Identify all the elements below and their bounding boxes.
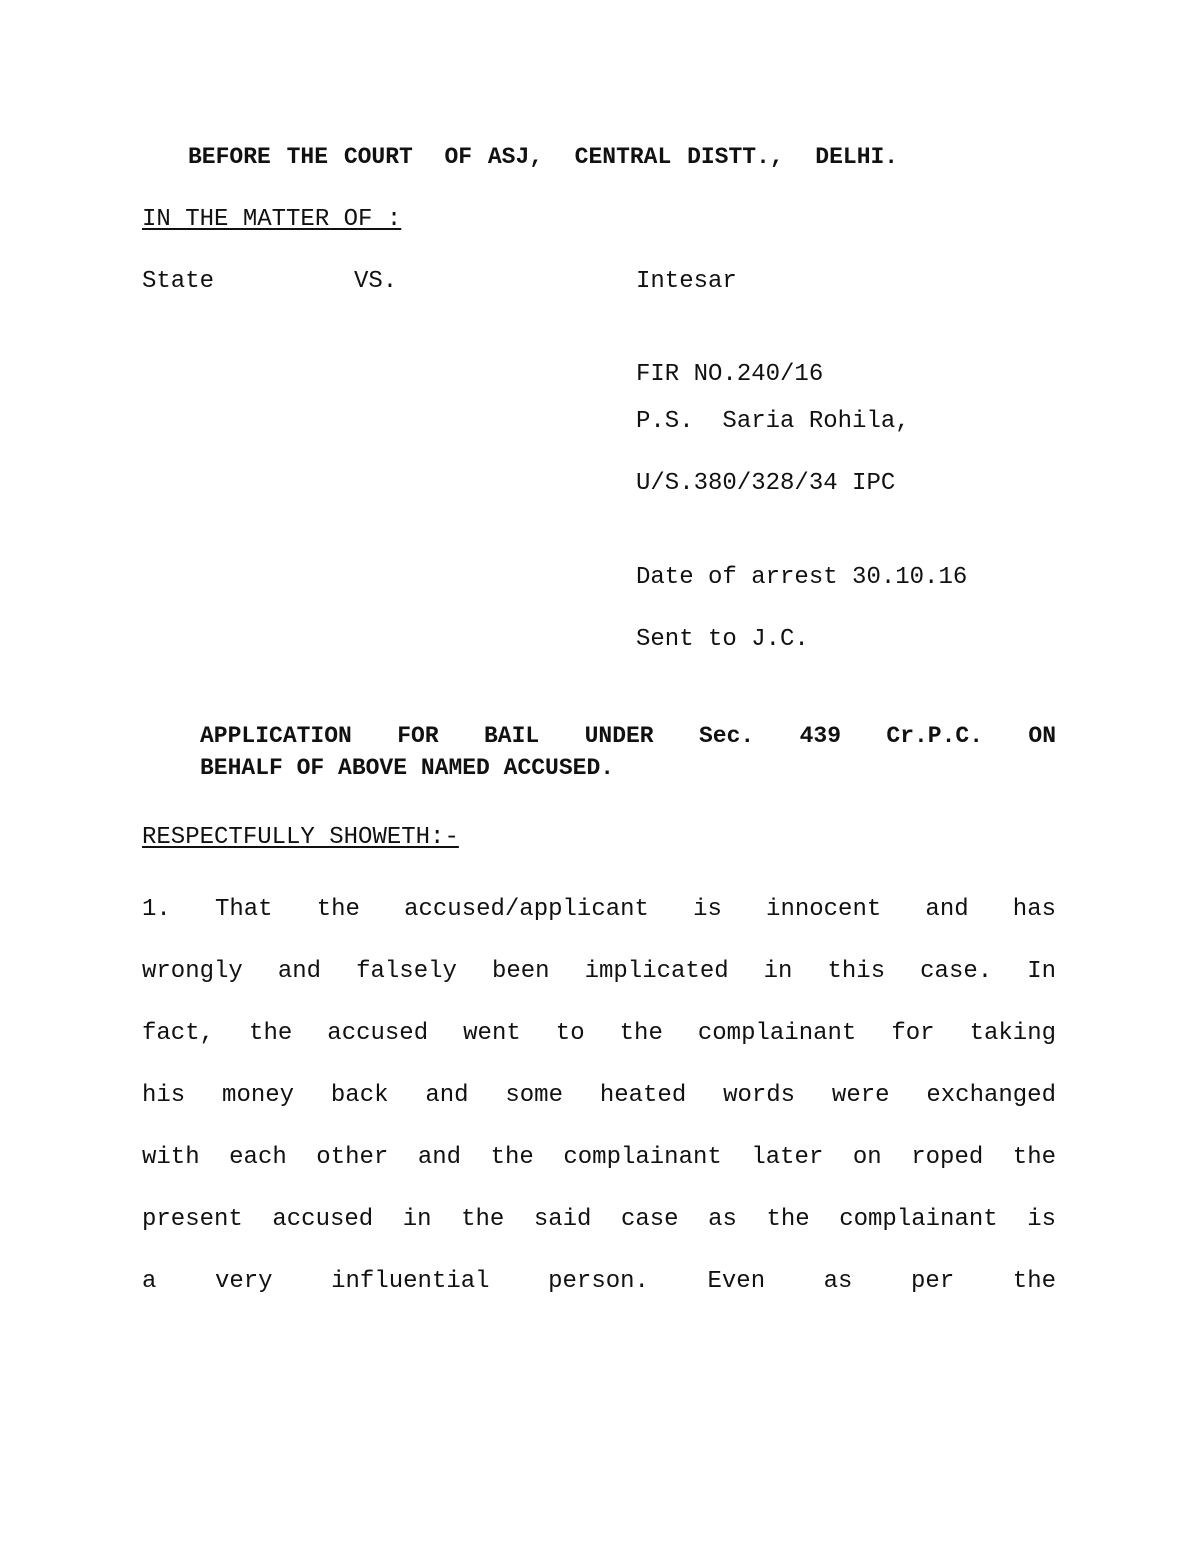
petitioner-name: State (142, 268, 215, 295)
matter-label: IN THE MATTER OF : (142, 206, 402, 233)
custody-status: Sent to J.C. (636, 626, 809, 653)
paragraph-line: present accused in the said case as the complainant is (142, 1206, 1056, 1233)
paragraph-line: fact, the accused went to the complainant for taking (142, 1020, 1056, 1047)
application-title-line-1: APPLICATION FOR BAIL UNDER Sec. 439 Cr.P.C. ON (200, 723, 1056, 749)
sections: U/S.380/328/34 IPC (636, 470, 896, 497)
fir-number: FIR NO.240/16 (636, 361, 824, 388)
paragraph-line: his money back and some heated words were exchanged (142, 1082, 1056, 1109)
paragraph-line: with each other and the complainant later on roped the (142, 1144, 1056, 1171)
police-station: P.S. Saria Rohila, (636, 408, 910, 435)
versus-label: VS. (354, 268, 398, 295)
court-heading: BEFORE THE COURT OF ASJ, CENTRAL DISTT., DELHI. (188, 144, 899, 170)
application-title (200, 720, 1056, 784)
paragraph-1 (142, 898, 1056, 1332)
date-of-arrest: Date of arrest 30.10.16 (636, 564, 968, 591)
respondent-name: Intesar (636, 268, 737, 295)
application-title-line-2: BEHALF OF ABOVE NAMED ACCUSED. (200, 755, 615, 781)
paragraph-line: a very influential person. Even as per the (142, 1268, 1056, 1295)
paragraph-line: 1. That the accused/applicant is innocent and has (142, 896, 1056, 923)
respectfully-showeth: RESPECTFULLY SHOWETH:- (142, 824, 459, 851)
paragraph-line: wrongly and falsely been implicated in this case. In (142, 958, 1056, 985)
